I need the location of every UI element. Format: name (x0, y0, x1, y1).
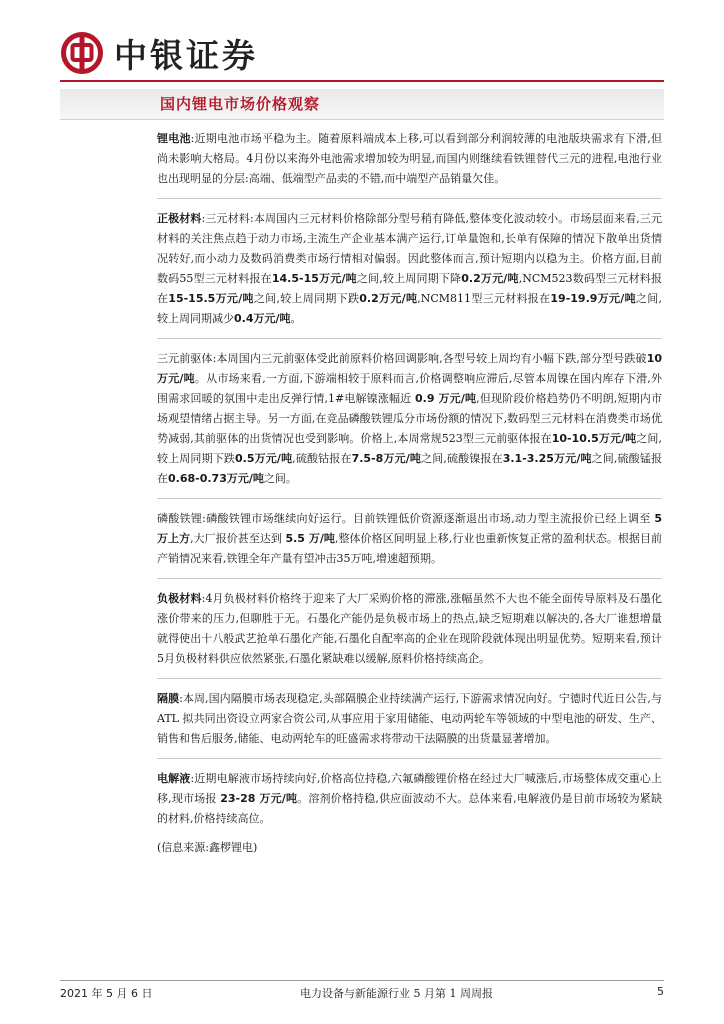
paragraph (157, 689, 662, 749)
bold-keyword: 万元/吨 (226, 472, 264, 485)
paragraph (157, 129, 662, 189)
text-run: 之间,较上周同期下跌 (157, 432, 662, 465)
bold-keyword: 万元/吨 (157, 372, 195, 385)
text-run: :近期电解液市场持续向好,价格高位持稳,六氟磷酸锂价格在经过大厂喊涨后,市场整体成交重心上移,现市场报 (157, 772, 662, 805)
text-run: 。溶剂价格持稳,供应面波动不大。总体来看,电解液仍是目前市场较为紧缺的材料,价格持续高位。 (157, 792, 662, 825)
paragraph (157, 209, 662, 329)
header-divider (60, 80, 664, 82)
numeric-value: 10-10.5 (551, 432, 599, 445)
bold-keyword: 正极材料 (157, 212, 202, 225)
numeric-value: 5 (654, 512, 662, 525)
bold-keyword: 万元/吨 (254, 452, 293, 465)
section-title: 国内锂电市场价格观察 (160, 95, 321, 113)
text-run: 之间,较上周同期减少 (157, 292, 663, 325)
paragraph-divider (157, 198, 662, 199)
text-run: :4月负极材料价格终于迎来了大厂采购价格的滞涨,涨幅虽然不大也不能全面传导原料及石墨化涨价带来的压力,但聊胜于无。石墨化产能仍是负极市场上的热点,缺乏短期难以解决的,各大厂谁想增量就得使出十八般武艺抢单石墨化产能,石墨化自配率高的企业在现阶段就体现出明显优势。短期来看,预计5月负极材料供应依然紧张,石墨化紧缺难以缓解,原料价格持续高企。 (157, 592, 663, 665)
numeric-value: 5.5 (285, 532, 305, 545)
bold-keyword: 万元/吨 (378, 292, 418, 305)
text-run: 之间,硫酸镍报在 (421, 452, 503, 465)
text-run: 。 (290, 312, 302, 325)
paragraph (157, 769, 662, 829)
bold-keyword: 电解液 (157, 772, 191, 785)
source-note: (信息来源:鑫椤锂电) (157, 841, 258, 854)
paragraph (157, 349, 662, 489)
text-run: ,大厂报价甚至达到 (190, 532, 286, 545)
numeric-value: 7.5-8 (351, 452, 384, 465)
bold-keyword: 万元/吨 (597, 292, 636, 305)
numeric-value: 23-28 (220, 792, 256, 805)
numeric-value: 19-19.9 (550, 292, 598, 305)
text-run: :三元材料:本周国内三元材料价格除部分型号稍有降低,整体变化波动较小。市场层面来看,三元材料的关注焦点趋于动力市场,主流生产企业基本满产运行,订单量饱和,长单有保障的情况下散单出货情况转好,而小动力及数码消费类市场行情相对偏弱。因此整体而言,预计短期内以稳为主。价格方面,目前数码55型三元材料报在 (157, 212, 662, 285)
text-run: 之间,较上周同期下降 (356, 272, 462, 285)
bold-keyword: 隔膜 (157, 692, 180, 705)
footer-divider (60, 980, 664, 981)
bold-keyword: 万元/吨 (383, 452, 422, 465)
numeric-value: 0.4 (234, 312, 254, 325)
bold-keyword: 万元/吨 (598, 432, 637, 445)
paragraph-divider (157, 498, 662, 499)
numeric-value: 0.2 (461, 272, 481, 285)
numeric-value: 0.68-0.73 (168, 472, 227, 485)
numeric-value: 0.2 (359, 292, 379, 305)
footer-date: 2021 年 5 月 6 日 (60, 987, 153, 1000)
text-run: 三元前驱体:本周国内三元前驱体受此前原料价格回调影响,各型号较上周均有小幅下跌,部分型号跌破 (157, 352, 647, 365)
numeric-value: 0.5 (235, 452, 255, 465)
paragraph-divider (157, 678, 662, 679)
numeric-value: 10 (646, 352, 662, 365)
bold-keyword: 万元/吨 (215, 292, 254, 305)
header (60, 30, 258, 76)
paragraph (157, 509, 662, 569)
text-run: ,硫酸钴报在 (292, 452, 352, 465)
numeric-value: 0.9 (415, 392, 435, 405)
numeric-value: 3.1-3.25 (502, 452, 554, 465)
text-run: ,但现阶段价格趋势仍不明朗,短期内市场观望情绪占据主导。另一方面,在竞品磷酸铁锂瓜分市场份额的情况下,数码型三元材料在消费类市场优势减弱,其前驱体的出货情况也受到影响。价格上,本周常规523型三元前驱体报在 (157, 392, 662, 445)
bold-keyword: 负极材料 (157, 592, 202, 605)
footer-page-number: 5 (657, 985, 664, 998)
paragraph-divider (157, 758, 662, 759)
paragraph-divider (157, 578, 662, 579)
bold-keyword: 万上方 (157, 532, 191, 545)
text-run: ,NCM811型三元材料报在 (417, 292, 551, 305)
bold-keyword: 万元/吨 (553, 452, 592, 465)
text-run: :本周,国内隔膜市场表现稳定,头部隔膜企业持续满产运行,下游需求情况向好。宁德时代近日公告,与 ATL 拟共同出资设立两家合资公司,从事应用于家用储能、电动两轮车等领域的中型电池的研发、生产、销售和售后服务,储能、电动两轮车的旺盛需求将带动干法隔膜的出货量显著增加。 (157, 692, 662, 745)
bold-keyword: 万元/吨 (434, 392, 477, 405)
numeric-value: 14.5-15 (271, 272, 319, 285)
footer-report-title: 电力设备与新能源行业 5 月第 1 周周报 (300, 987, 493, 1000)
text-run: 之间。 (263, 472, 297, 485)
text-run: ,NCM523数码型三元材料报在 (157, 272, 662, 305)
numeric-value: 15-15.5 (168, 292, 216, 305)
text-run: 之间,硫酸锰报在 (157, 452, 662, 485)
text-run: 。从市场来看,一方面,下游端相较于原料而言,价格调整响应滞后,尽管本周镍在国内库存下滑,外围需求回暖的氛围中走出反弹行情,1#电解镍涨幅近 (157, 372, 662, 405)
article-body (157, 129, 662, 867)
bold-keyword: 万元/吨 (253, 312, 291, 325)
text-run: :近期电池市场平稳为主。随着原料端成本上移,可以看到部分利润较薄的电池版块需求有下滑,但尚未影响大格局。4月份以来海外电池需求增加较为明显,而国内则继续看铁锂替代三元的进程,电池行业也出现明显的分层:高端、低端型产品卖的不错,而中端型产品销量欠佳。 (157, 132, 662, 185)
brand-name: 中银证券 (114, 35, 258, 75)
bold-keyword: 万元/吨 (480, 272, 519, 285)
bank-of-china-logo-icon (60, 31, 104, 75)
bold-keyword: 万/吨 (304, 532, 335, 545)
paragraph (157, 589, 662, 669)
section-title-band (60, 89, 664, 120)
bold-keyword: 锂电池 (157, 132, 191, 145)
bold-keyword: 万元/吨 (318, 272, 357, 285)
text-run: ,整体价格区间明显上移,行业也重新恢复正常的盈利状态。根据目前产销情况来看,铁锂全年产量有望冲击35万吨,增速超预期。 (157, 532, 662, 565)
bold-keyword: 万元/吨 (255, 792, 298, 805)
text-run: 磷酸铁锂:磷酸铁锂市场继续向好运行。目前铁锂低价资源逐渐退出市场,动力型主流报价已经上调至 (157, 512, 655, 525)
paragraph-divider (157, 338, 662, 339)
text-run: 之间,较上周同期下跌 (253, 292, 360, 305)
